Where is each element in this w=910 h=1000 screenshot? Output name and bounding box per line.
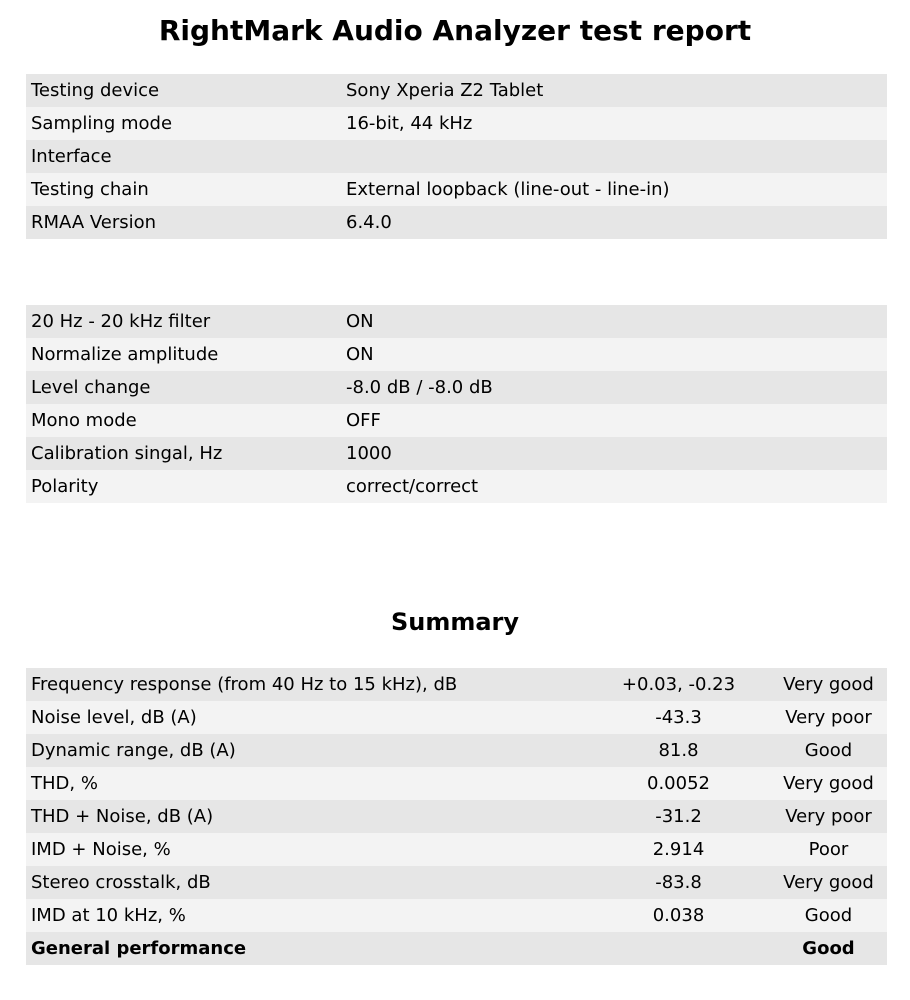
general-performance-label: General performance [26, 932, 587, 965]
row-label: Interface [26, 140, 341, 173]
table-row [26, 404, 887, 437]
row-value: 6.4.0 [341, 206, 887, 239]
metric-value: 81.8 [587, 734, 765, 767]
info-table [26, 74, 887, 239]
metric-value: 2.914 [587, 833, 765, 866]
row-value: 16-bit, 44 kHz [341, 107, 887, 140]
summary-table [26, 668, 887, 965]
row-label: Sampling mode [26, 107, 341, 140]
metric-value: -83.8 [587, 866, 765, 899]
metric-rating: Good [765, 734, 887, 767]
row-value: ON [341, 305, 887, 338]
metric-rating: Good [765, 899, 887, 932]
general-performance-row [26, 932, 887, 965]
general-performance-rating: Good [765, 932, 887, 965]
row-label: 20 Hz - 20 kHz filter [26, 305, 341, 338]
table-row [26, 173, 887, 206]
table-row [26, 833, 887, 866]
table-row [26, 800, 887, 833]
metric-value: 0.0052 [587, 767, 765, 800]
metric-label: IMD at 10 kHz, % [26, 899, 587, 932]
table-row [26, 866, 887, 899]
metric-rating: Very good [765, 668, 887, 701]
table-row [26, 305, 887, 338]
metric-label: THD, % [26, 767, 587, 800]
table-row [26, 734, 887, 767]
table-row [26, 668, 887, 701]
summary-heading: Summary [390, 608, 520, 636]
row-value: correct/correct [341, 470, 887, 503]
row-value [341, 140, 887, 173]
table-row [26, 701, 887, 734]
row-value: ON [341, 338, 887, 371]
metric-value: +0.03, -0.23 [587, 668, 765, 701]
row-value: External loopback (line-out - line-in) [341, 173, 887, 206]
metric-rating: Very good [765, 866, 887, 899]
metric-value: 0.038 [587, 899, 765, 932]
metric-value: -31.2 [587, 800, 765, 833]
row-label: Mono mode [26, 404, 341, 437]
table-row [26, 767, 887, 800]
report-title: RightMark Audio Analyzer test report [158, 14, 752, 47]
metric-label: THD + Noise, dB (A) [26, 800, 587, 833]
metric-value: -43.3 [587, 701, 765, 734]
table-row [26, 338, 887, 371]
table-row [26, 140, 887, 173]
metric-rating: Very poor [765, 701, 887, 734]
metric-label: Noise level, dB (A) [26, 701, 587, 734]
table-row [26, 206, 887, 239]
metric-label: Dynamic range, dB (A) [26, 734, 587, 767]
row-value: 1000 [341, 437, 887, 470]
row-label: RMAA Version [26, 206, 341, 239]
row-value: Sony Xperia Z2 Tablet [341, 74, 887, 107]
general-performance-value [587, 932, 765, 965]
table-row [26, 437, 887, 470]
table-row [26, 371, 887, 404]
row-label: Testing chain [26, 173, 341, 206]
metric-label: Frequency response (from 40 Hz to 15 kHz), dB [26, 668, 587, 701]
table-row [26, 107, 887, 140]
metric-rating: Very poor [765, 800, 887, 833]
settings-table [26, 305, 887, 503]
metric-label: IMD + Noise, % [26, 833, 587, 866]
row-label: Calibration singal, Hz [26, 437, 341, 470]
metric-label: Stereo crosstalk, dB [26, 866, 587, 899]
table-row [26, 74, 887, 107]
table-row [26, 470, 887, 503]
metric-rating: Poor [765, 833, 887, 866]
row-label: Testing device [26, 74, 341, 107]
table-row [26, 899, 887, 932]
row-label: Normalize amplitude [26, 338, 341, 371]
row-value: OFF [341, 404, 887, 437]
row-label: Polarity [26, 470, 341, 503]
row-value: -8.0 dB / -8.0 dB [341, 371, 887, 404]
metric-rating: Very good [765, 767, 887, 800]
row-label: Level change [26, 371, 341, 404]
